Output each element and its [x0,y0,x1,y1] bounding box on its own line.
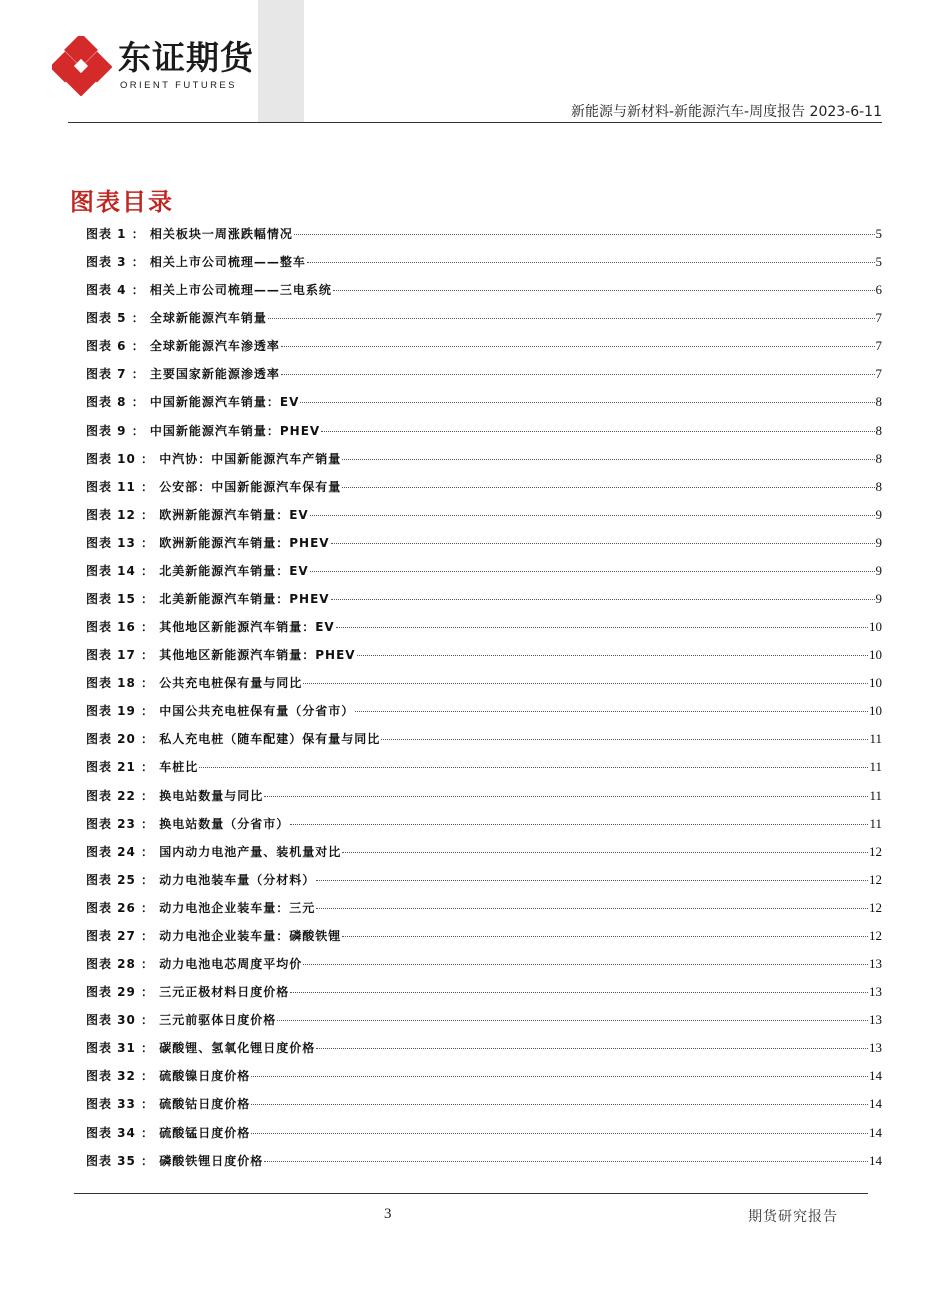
toc-heading: 图表目录 [70,188,174,216]
toc-dot-leader [199,767,868,768]
toc-entry[interactable] [86,1039,882,1067]
toc-dot-leader [264,1161,868,1162]
logo-text-en: ORIENT FUTURES [120,80,237,91]
toc-dot-leader [290,992,868,993]
toc-entry[interactable] [86,1067,882,1095]
toc-dot-leader [303,683,868,684]
toc-dot-leader [316,908,868,909]
toc-dot-leader [303,964,868,965]
toc-dot-leader [251,1104,868,1105]
toc-entry-page: 10 [869,619,882,635]
toc-entry-page: 12 [869,927,882,943]
toc-dot-leader [331,543,875,544]
toc-dot-leader [381,739,868,740]
header-gray-band [258,0,304,122]
toc-dot-leader [268,318,875,319]
toc-entry[interactable] [86,1124,882,1152]
toc-entry-label: 图表 9 ： 中国新能源汽车销量：PHEV [86,423,321,438]
toc-dot-leader [342,459,874,460]
toc-entry-label: 图表 26 ： 动力电池企业装车量：三元 [86,900,316,915]
toc-entry-label: 图表 33 ： 硫酸钴日度价格 [86,1097,251,1112]
toc-entry[interactable] [86,955,882,983]
toc-entry-label: 图表 35 ： 磷酸铁锂日度价格 [86,1153,264,1168]
toc-entry-page: 13 [869,1012,882,1028]
toc-dot-leader [307,262,875,263]
toc-entry[interactable] [86,450,882,478]
toc-dot-leader [333,290,875,291]
toc-dot-leader [316,880,868,881]
toc-entry[interactable] [86,337,882,365]
toc-dot-leader [310,515,875,516]
toc-entry-page: 7 [875,310,882,326]
toc-entry[interactable] [86,758,882,786]
toc-entry-label: 图表 19 ： 中国公共充电桩保有量（分省市） [86,704,355,719]
toc-entry[interactable] [86,983,882,1011]
toc-dot-leader [342,487,874,488]
toc-entry-page: 7 [875,366,882,382]
toc-entry-page: 9 [875,591,882,607]
toc-entry-label: 图表 25 ： 动力电池装车量（分材料） [86,872,316,887]
toc-entry-page: 9 [875,506,882,522]
toc-entry-page: 12 [869,843,882,859]
toc-entry-page: 11 [869,815,882,831]
toc-entry[interactable] [86,253,882,281]
toc-entry-label: 图表 27 ： 动力电池企业装车量：磷酸铁锂 [86,928,342,943]
toc-entry-page: 11 [869,731,882,747]
toc-entry-label: 图表 24 ： 国内动力电池产量、装机量对比 [86,844,342,859]
toc-entry[interactable] [86,843,882,871]
page-number: 3 [384,1206,392,1222]
toc-entry[interactable] [86,674,882,702]
toc-entry-label: 图表 32 ： 硫酸镍日度价格 [86,1069,251,1084]
toc-dot-leader [342,852,868,853]
toc-entry-page: 13 [869,956,882,972]
toc-entry[interactable] [86,590,882,618]
toc-entry[interactable] [86,393,882,421]
toc-entry-label: 图表 31 ： 碳酸锂、氢氧化锂日度价格 [86,1041,316,1056]
toc-dot-leader [294,234,875,235]
table-of-figures [86,225,882,1180]
toc-entry-page: 13 [869,984,882,1000]
toc-entry-label: 图表 30 ： 三元前驱体日度价格 [86,1013,277,1028]
toc-entry-label: 图表 28 ： 动力电池电芯周度平均价 [86,957,303,972]
toc-entry-label: 图表 12 ： 欧洲新能源汽车销量：EV [86,507,309,522]
toc-entry-page: 8 [875,422,882,438]
toc-entry-page: 8 [875,478,882,494]
toc-entry[interactable] [86,618,882,646]
footer-label: 期货研究报告 [748,1209,838,1225]
toc-dot-leader [331,599,875,600]
toc-entry-page: 10 [869,675,882,691]
toc-entry[interactable] [86,899,882,927]
toc-entry-page: 9 [875,534,882,550]
toc-entry[interactable] [86,281,882,309]
toc-entry-label: 图表 15 ： 北美新能源汽车销量：PHEV [86,592,330,607]
toc-entry-page: 10 [869,647,882,663]
toc-dot-leader [342,936,868,937]
toc-entry-label: 图表 7 ： 主要国家新能源渗透率 [86,367,280,382]
toc-dot-leader [310,571,875,572]
toc-dot-leader [316,1048,868,1049]
toc-dot-leader [290,824,868,825]
toc-entry[interactable] [86,534,882,562]
toc-entry[interactable] [86,815,882,843]
toc-entry-label: 图表 18 ： 公共充电桩保有量与同比 [86,676,303,691]
toc-dot-leader [355,711,868,712]
toc-entry[interactable] [86,562,882,590]
footer-divider [74,1193,868,1194]
toc-entry[interactable] [86,225,882,253]
toc-entry-page: 10 [869,703,882,719]
toc-entry-label: 图表 1 ： 相关板块一周涨跌幅情况 [86,227,293,241]
toc-entry-page: 6 [875,282,882,298]
toc-entry[interactable] [86,365,882,393]
toc-dot-leader [277,1020,868,1021]
toc-entry[interactable] [86,422,882,450]
toc-entry-page: 14 [869,1124,882,1140]
toc-dot-leader [300,402,874,403]
toc-dot-leader [357,655,868,656]
toc-entry-label: 图表 16 ： 其他地区新能源汽车销量：EV [86,620,335,635]
toc-entry-label: 图表 5 ： 全球新能源汽车销量 [86,311,267,326]
toc-entry-label: 图表 8 ： 中国新能源汽车销量：EV [86,395,300,410]
toc-entry[interactable] [86,787,882,815]
toc-entry[interactable] [86,1095,882,1123]
toc-entry-label: 图表 11 ： 公安部：中国新能源汽车保有量 [86,479,342,494]
company-logo [52,36,252,96]
toc-entry-label: 图表 22 ： 换电站数量与同比 [86,788,264,803]
toc-entry-label: 图表 4 ： 相关上市公司梳理——三电系统 [86,283,332,298]
toc-entry[interactable] [86,730,882,758]
toc-entry[interactable] [86,646,882,674]
toc-entry[interactable] [86,309,882,337]
toc-entry-label: 图表 14 ： 北美新能源汽车销量：EV [86,563,309,578]
toc-entry[interactable] [86,871,882,899]
header-divider [68,122,882,123]
toc-entry-label: 图表 17 ： 其他地区新能源汽车销量：PHEV [86,648,356,663]
toc-entry-label: 图表 23 ： 换电站数量（分省市） [86,816,290,831]
toc-entry-page: 5 [875,254,882,270]
toc-dot-leader [281,346,875,347]
toc-entry-page: 14 [869,1096,882,1112]
toc-dot-leader [251,1133,868,1134]
toc-entry-label: 图表 6 ： 全球新能源汽车渗透率 [86,339,280,354]
toc-entry-page: 11 [869,787,882,803]
toc-dot-leader [264,796,868,797]
toc-entry-label: 图表 21 ： 车桩比 [86,760,199,775]
toc-entry-label: 图表 29 ： 三元正极材料日度价格 [86,985,290,1000]
toc-entry-page: 14 [869,1068,882,1084]
report-title: 新能源与新材料-新能源汽车-周度报告 2023-6-11 [570,104,882,120]
toc-entry[interactable] [86,506,882,534]
toc-entry-page: 13 [869,1040,882,1056]
toc-entry[interactable] [86,478,882,506]
orient-futures-logo-icon [52,36,112,96]
toc-dot-leader [321,431,874,432]
toc-entry[interactable] [86,927,882,955]
toc-dot-leader [281,374,875,375]
toc-entry[interactable] [86,1011,882,1039]
toc-entry-page: 11 [869,759,882,775]
toc-entry[interactable] [86,702,882,730]
toc-entry-page: 7 [875,338,882,354]
toc-entry-page: 12 [869,871,882,887]
toc-entry-page: 14 [869,1152,882,1168]
toc-entry-label: 图表 13 ： 欧洲新能源汽车销量：PHEV [86,535,330,550]
toc-entry-page: 5 [875,226,882,241]
toc-entry-page: 8 [875,394,882,410]
toc-entry[interactable] [86,1152,882,1180]
toc-entry-page: 9 [875,562,882,578]
toc-entry-page: 12 [869,899,882,915]
toc-entry-label: 图表 34 ： 硫酸锰日度价格 [86,1125,251,1140]
toc-dot-leader [251,1076,868,1077]
toc-dot-leader [336,627,868,628]
toc-entry-label: 图表 10 ： 中汽协：中国新能源汽车产销量 [86,451,342,466]
toc-entry-label: 图表 20 ： 私人充电桩（随车配建）保有量与同比 [86,732,381,747]
toc-entry-page: 8 [875,450,882,466]
toc-entry-label: 图表 3 ： 相关上市公司梳理——整车 [86,255,306,270]
logo-text-cn: 东证期货 [118,38,254,77]
